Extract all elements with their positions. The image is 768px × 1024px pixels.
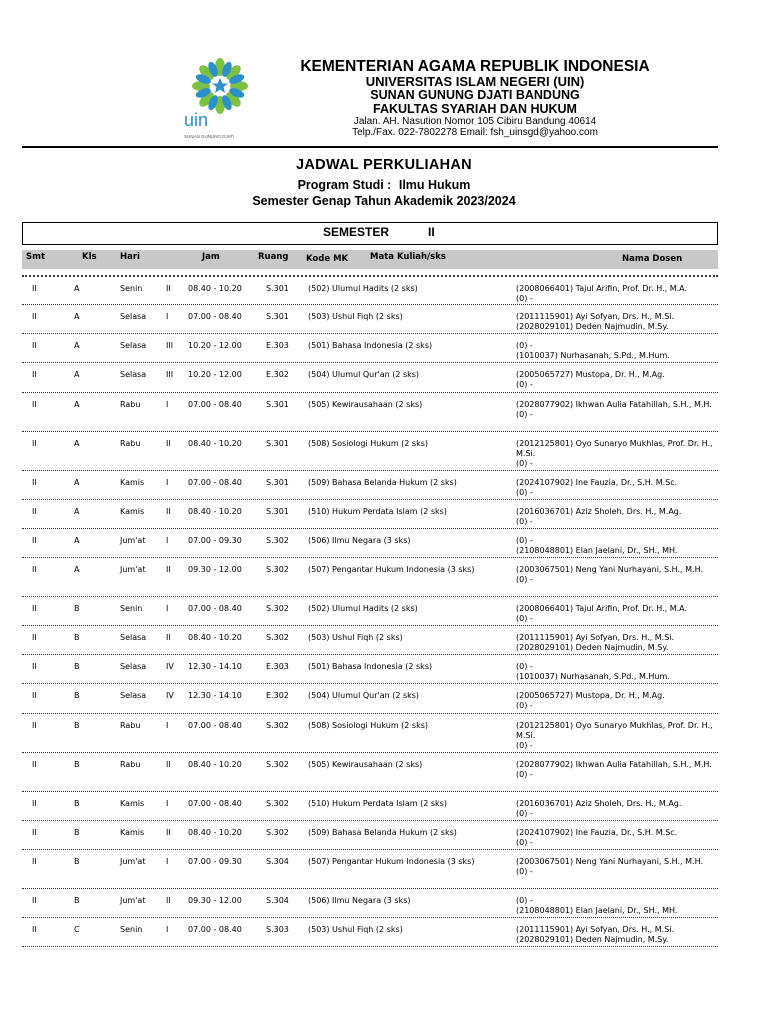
dosen-line: (0) - [516,662,533,671]
cell-jam: 10.20 - 12.00 [188,341,242,350]
table-row [22,392,718,431]
dosen-line: (2008066401) Tajul Arifin, Prof. Dr. H., M.A. [516,604,688,613]
address: Jalan. AH. Nasution Nomor 105 Cibiru Bandung 40614 [353,116,597,127]
col-ruang: Ruang [258,252,289,262]
cell-jam: 07.00 - 08.40 [188,312,242,321]
cell-smt: II [32,370,37,379]
cell-hari: Jum'at [120,857,146,866]
cell-ruang: S.302 [266,760,289,769]
cell-smt: II [32,721,37,730]
ministry-name: KEMENTERIAN AGAMA REPUBLIK INDONESIA [300,58,650,75]
table-row [22,654,718,683]
semester-box [22,222,718,245]
dosen-line: (0) - [516,741,533,750]
cell-ruang: E.303 [266,341,289,350]
cell-ruang: S.302 [266,604,289,613]
cell-jam: 07.00 - 08.40 [188,400,242,409]
cell-kls: B [74,662,80,671]
cell-sesi: II [166,760,171,769]
cell-sesi: IV [166,662,174,671]
program-label: Program Studi : [297,178,392,192]
cell-dosen [516,604,726,624]
cell-hari: Jum'at [120,565,146,574]
document-title: JADWAL PERKULIAHAN [296,157,472,173]
table-row [22,333,718,362]
cell-hari: Rabu [120,721,141,730]
table-row [22,470,718,499]
cell-ruang: S.302 [266,799,289,808]
cell-jam: 12.30 - 14.10 [188,662,242,671]
cell-dosen [516,400,726,420]
dosen-line: (2011115901) Ayi Sofyan, Drs. H., M.Si. [516,925,675,934]
cell-jam: 08.40 - 10.20 [188,439,242,448]
cell-hari: Selasa [120,341,147,350]
cell-hari: Kamis [120,828,145,837]
dosen-line: (0) - [516,380,533,389]
cell-smt: II [32,925,37,934]
dosen-line: (0) - [516,517,533,526]
dosen-line: (0) - [516,809,533,818]
cell-kls: A [74,312,80,321]
cell-hari: Kamis [120,507,145,516]
cell-matkul: (504) Ulumul Qur'an (2 sks) [308,691,420,700]
cell-ruang: S.301 [266,478,289,487]
table-row [22,917,718,946]
col-jam: Jam [202,252,220,262]
cell-kls: A [74,565,80,574]
dosen-line: (0) - [516,488,533,497]
cell-hari: Selasa [120,312,147,321]
cell-sesi: II [166,565,171,574]
cell-matkul: (508) Sosiologi Hukum (2 sks) [308,439,428,448]
cell-sesi: II [166,439,171,448]
cell-matkul: (507) Pengantar Hukum Indonesia (3 sks) [308,565,475,574]
cell-dosen [516,896,726,916]
cell-hari: Selasa [120,370,147,379]
cell-smt: II [32,633,37,642]
cell-jam: 07.00 - 08.40 [188,604,242,613]
university-name: UNIVERSITAS ISLAM NEGERI (UIN) [365,74,585,89]
table-row [22,791,718,820]
cell-jam: 09.30 - 12.00 [188,565,242,574]
cell-smt: II [32,341,37,350]
dosen-line: (2011115901) Ayi Sofyan, Drs. H., M.Si. [516,633,675,642]
cell-hari: Kamis [120,799,145,808]
cell-jam: 07.00 - 08.40 [188,925,242,934]
dosen-line: (0) - [516,614,533,623]
cell-kls: B [74,721,80,730]
cell-kls: A [74,284,80,293]
dosen-line: (0) - [516,294,533,303]
cell-kls: B [74,691,80,700]
cell-jam: 10.20 - 12.00 [188,370,242,379]
dosen-line: (1010037) Nurhasanah, S.Pd., M.Hum. [516,351,670,360]
cell-jam: 08.40 - 10.20 [188,828,242,837]
table-bottom-line [22,946,718,947]
cell-hari: Senin [120,604,143,613]
cell-ruang: S.301 [266,284,289,293]
cell-hari: Rabu [120,760,141,769]
cell-kls: A [74,400,80,409]
cell-kls: A [74,439,80,448]
cell-kls: A [74,478,80,487]
dosen-line: (0) - [516,701,533,710]
dosen-line: (1010037) Nurhasanah, S.Pd., M.Hum. [516,672,670,681]
dosen-line: (2005065727) Mustopa, Dr. H., M.Ag. [516,370,665,379]
cell-jam: 08.40 - 10.20 [188,284,242,293]
cell-ruang: S.304 [266,896,289,905]
table-row [22,625,718,654]
cell-kls: B [74,760,80,769]
cell-matkul: (504) Ulumul Qur'an (2 sks) [308,370,420,379]
cell-sesi: II [166,896,171,905]
cell-jam: 08.40 - 10.20 [188,633,242,642]
dosen-line: (2028029101) Deden Najmudin, M.Sy. [516,935,669,944]
dosen-line: (2008066401) Tajul Arifin, Prof. Dr. H., M.A. [516,284,688,293]
cell-ruang: S.303 [266,925,289,934]
contact: Telp./Fax. 022-7802278 Email: fsh_uinsgd@yahoo.com [352,127,598,138]
cell-ruang: E.302 [266,691,289,700]
cell-jam: 08.40 - 10.20 [188,760,242,769]
semester-label: SEMESTER [323,225,390,239]
cell-hari: Kamis [120,478,145,487]
dosen-line: (2108048801) Elan Jaelani, Dr., SH., MH. [516,546,678,555]
dosen-line: (2028077902) Ikhwan Aulia Fatahillah, S.H., M.H. [516,760,712,769]
cell-jam: 07.00 - 08.40 [188,721,242,730]
cell-sesi: I [166,799,169,808]
dosen-line: (0) - [516,536,533,545]
logo-text: uin [184,110,209,130]
cell-sesi: I [166,478,169,487]
cell-hari: Selasa [120,691,147,700]
dosen-line: (2003067501) Neng Yani Nurhayani, S.H., M.H. [516,857,703,866]
table-row [22,713,718,752]
col-matkul: Mata Kuliah/sks [370,252,446,262]
cell-ruang: S.301 [266,439,289,448]
cell-matkul: (505) Kewirausahaan (2 sks) [308,400,423,409]
dosen-line: (2028029101) Deden Najmudin, M.Sy. [516,643,669,652]
cell-dosen [516,312,726,332]
cell-matkul: (507) Pengantar Hukum Indonesia (3 sks) [308,857,475,866]
cell-kls: B [74,896,80,905]
cell-matkul: (502) Ulumul Hadits (2 sks) [308,604,418,613]
cell-sesi: I [166,925,169,934]
table-row [22,499,718,528]
cell-matkul: (501) Bahasa Indonesia (2 sks) [308,662,433,671]
cell-ruang: E.302 [266,370,289,379]
semester-year: Semester Genap Tahun Akademik 2023/2024 [252,194,516,208]
cell-hari: Jum'at [120,536,146,545]
dosen-line: (2028029101) Deden Najmudin, M.Sy. [516,322,669,331]
cell-matkul: (503) Ushul Fiqh (2 sks) [308,925,403,934]
dosen-line: (2012125801) Oyo Sunaryo Mukhlas, Prof. Dr. H., M.Si. [516,439,713,458]
cell-ruang: S.302 [266,828,289,837]
cell-ruang: S.301 [266,400,289,409]
cell-kls: C [74,925,80,934]
cell-smt: II [32,478,37,487]
cell-ruang: S.302 [266,721,289,730]
program-value: Ilmu Hukum [398,178,471,192]
cell-kls: A [74,507,80,516]
dosen-line: (0) - [516,341,533,350]
cell-dosen [516,760,726,780]
cell-dosen [516,925,726,945]
cell-kls: A [74,370,80,379]
cell-sesi: I [166,400,169,409]
cell-jam: 08.40 - 10.20 [188,507,242,516]
cell-smt: II [32,857,37,866]
dosen-line: (2016036701) Aziz Sholeh, Drs. H., M.Ag. [516,799,682,808]
dosen-line: (2016036701) Aziz Sholeh, Drs. H., M.Ag. [516,507,682,516]
cell-dosen [516,507,726,527]
dosen-line: (0) - [516,770,533,779]
cell-ruang: S.304 [266,857,289,866]
uin-logo [180,56,260,146]
dosen-line: (2024107902) Ine Fauzia, Dr., S.H. M.Sc. [516,478,678,487]
cell-smt: II [32,662,37,671]
col-kode: Kode MK [306,254,349,264]
cell-matkul: (503) Ushul Fiqh (2 sks) [308,312,403,321]
cell-sesi: III [166,341,174,350]
table-row [22,888,718,917]
cell-dosen [516,662,726,682]
cell-jam: 07.00 - 08.40 [188,799,242,808]
semester-value: II [428,225,435,239]
table-row [22,820,718,849]
table-row [22,431,718,470]
dosen-line: (2011115901) Ayi Sofyan, Drs. H., M.Si. [516,312,675,321]
col-smt: Smt [26,252,46,262]
cell-smt: II [32,439,37,448]
cell-smt: II [32,691,37,700]
dosen-line: (0) - [516,867,533,876]
cell-dosen [516,536,726,556]
cell-hari: Rabu [120,439,141,448]
cell-kls: B [74,799,80,808]
cell-dosen [516,284,726,304]
table-row [22,528,718,557]
cell-dosen [516,633,726,653]
cell-dosen [516,691,726,711]
cell-smt: II [32,565,37,574]
cell-matkul: (506) Ilmu Negara (3 sks) [308,896,411,905]
cell-ruang: S.301 [266,507,289,516]
cell-ruang: S.302 [266,536,289,545]
cell-dosen [516,565,726,585]
dosen-line: (2024107902) Ine Fauzia, Dr., S.H. M.Sc. [516,828,678,837]
cell-ruang: S.302 [266,565,289,574]
dosen-line: (0) - [516,459,533,468]
dosen-line: (2003067501) Neng Yani Nurhayani, S.H., M.H. [516,565,703,574]
cell-dosen [516,439,726,469]
cell-smt: II [32,760,37,769]
cell-smt: II [32,828,37,837]
cell-matkul: (505) Kewirausahaan (2 sks) [308,760,423,769]
cell-smt: II [32,284,37,293]
cell-kls: B [74,633,80,642]
col-dosen: Nama Dosen [622,254,683,264]
dosen-line: (0) - [516,575,533,584]
cell-hari: Selasa [120,662,147,671]
cell-sesi: II [166,633,171,642]
cell-smt: II [32,604,37,613]
table-row [22,304,718,333]
dosen-line: (2012125801) Oyo Sunaryo Mukhlas, Prof. Dr. H., M.Si. [516,721,713,740]
cell-hari: Senin [120,284,143,293]
cell-jam: 12.30 - 14.10 [188,691,242,700]
cell-ruang: E.303 [266,662,289,671]
dosen-line: (0) - [516,838,533,847]
cell-sesi: I [166,312,169,321]
dosen-line: (2028077902) Ikhwan Aulia Fatahillah, S.H., M.H. [516,400,712,409]
table-row [22,849,718,888]
cell-smt: II [32,536,37,545]
dosen-line: (0) - [516,896,533,905]
cell-matkul: (502) Ulumul Hadits (2 sks) [308,284,418,293]
cell-smt: II [32,896,37,905]
cell-kls: A [74,536,80,545]
cell-hari: Rabu [120,400,141,409]
cell-smt: II [32,507,37,516]
cell-kls: B [74,828,80,837]
cell-matkul: (510) Hukum Perdata Islam (2 sks) [308,799,447,808]
col-kls: Kls [82,252,97,262]
cell-ruang: S.301 [266,312,289,321]
dosen-line: (2005065727) Mustopa, Dr. H., M.Ag. [516,691,665,700]
header-divider [22,146,718,148]
cell-ruang: S.302 [266,633,289,642]
program-line [0,178,768,192]
cell-jam: 07.00 - 09.30 [188,536,242,545]
cell-matkul: (501) Bahasa Indonesia (2 sks) [308,341,433,350]
cell-dosen [516,857,726,877]
cell-hari: Selasa [120,633,147,642]
logo-subtext: SUNAN GUNUNG DJATI [184,134,235,139]
schedule-table [22,275,718,947]
campus-name: SUNAN GUNUNG DJATI BANDUNG [370,88,580,102]
table-header [22,250,718,269]
cell-sesi: I [166,857,169,866]
cell-dosen [516,799,726,819]
cell-smt: II [32,312,37,321]
cell-kls: B [74,857,80,866]
cell-jam: 07.00 - 09.30 [188,857,242,866]
cell-matkul: (510) Hukum Perdata Islam (2 sks) [308,507,447,516]
cell-matkul: (508) Sosiologi Hukum (2 sks) [308,721,428,730]
cell-sesi: II [166,507,171,516]
dosen-line: (2108048801) Elan Jaelani, Dr., SH., MH. [516,906,678,915]
table-row [22,683,718,713]
cell-jam: 07.00 - 08.40 [188,478,242,487]
cell-kls: A [74,341,80,350]
cell-sesi: IV [166,691,174,700]
cell-hari: Senin [120,925,143,934]
table-row [22,275,718,304]
cell-sesi: I [166,536,169,545]
cell-smt: II [32,400,37,409]
cell-dosen [516,341,726,361]
faculty-name: FAKULTAS SYARIAH DAN HUKUM [373,102,577,116]
cell-hari: Jum'at [120,896,146,905]
cell-sesi: III [166,370,174,379]
cell-sesi: II [166,284,171,293]
cell-matkul: (503) Ushul Fiqh (2 sks) [308,633,403,642]
cell-matkul: (509) Bahasa Belanda Hukum (2 sks) [308,828,457,837]
cell-smt: II [32,799,37,808]
cell-dosen [516,721,726,751]
table-row [22,752,718,791]
table-row [22,596,718,625]
cell-dosen [516,370,726,390]
cell-matkul: (509) Bahasa Belanda Hukum (2 sks) [308,478,457,487]
cell-sesi: I [166,604,169,613]
cell-jam: 09.30 - 12.00 [188,896,242,905]
cell-matkul: (506) Ilmu Negara (3 sks) [308,536,411,545]
dosen-line: (0) - [516,410,533,419]
cell-sesi: II [166,828,171,837]
cell-sesi: I [166,721,169,730]
cell-kls: B [74,604,80,613]
table-row [22,362,718,392]
col-hari: Hari [120,252,140,262]
cell-dosen [516,828,726,848]
table-row [22,557,718,596]
cell-dosen [516,478,726,498]
